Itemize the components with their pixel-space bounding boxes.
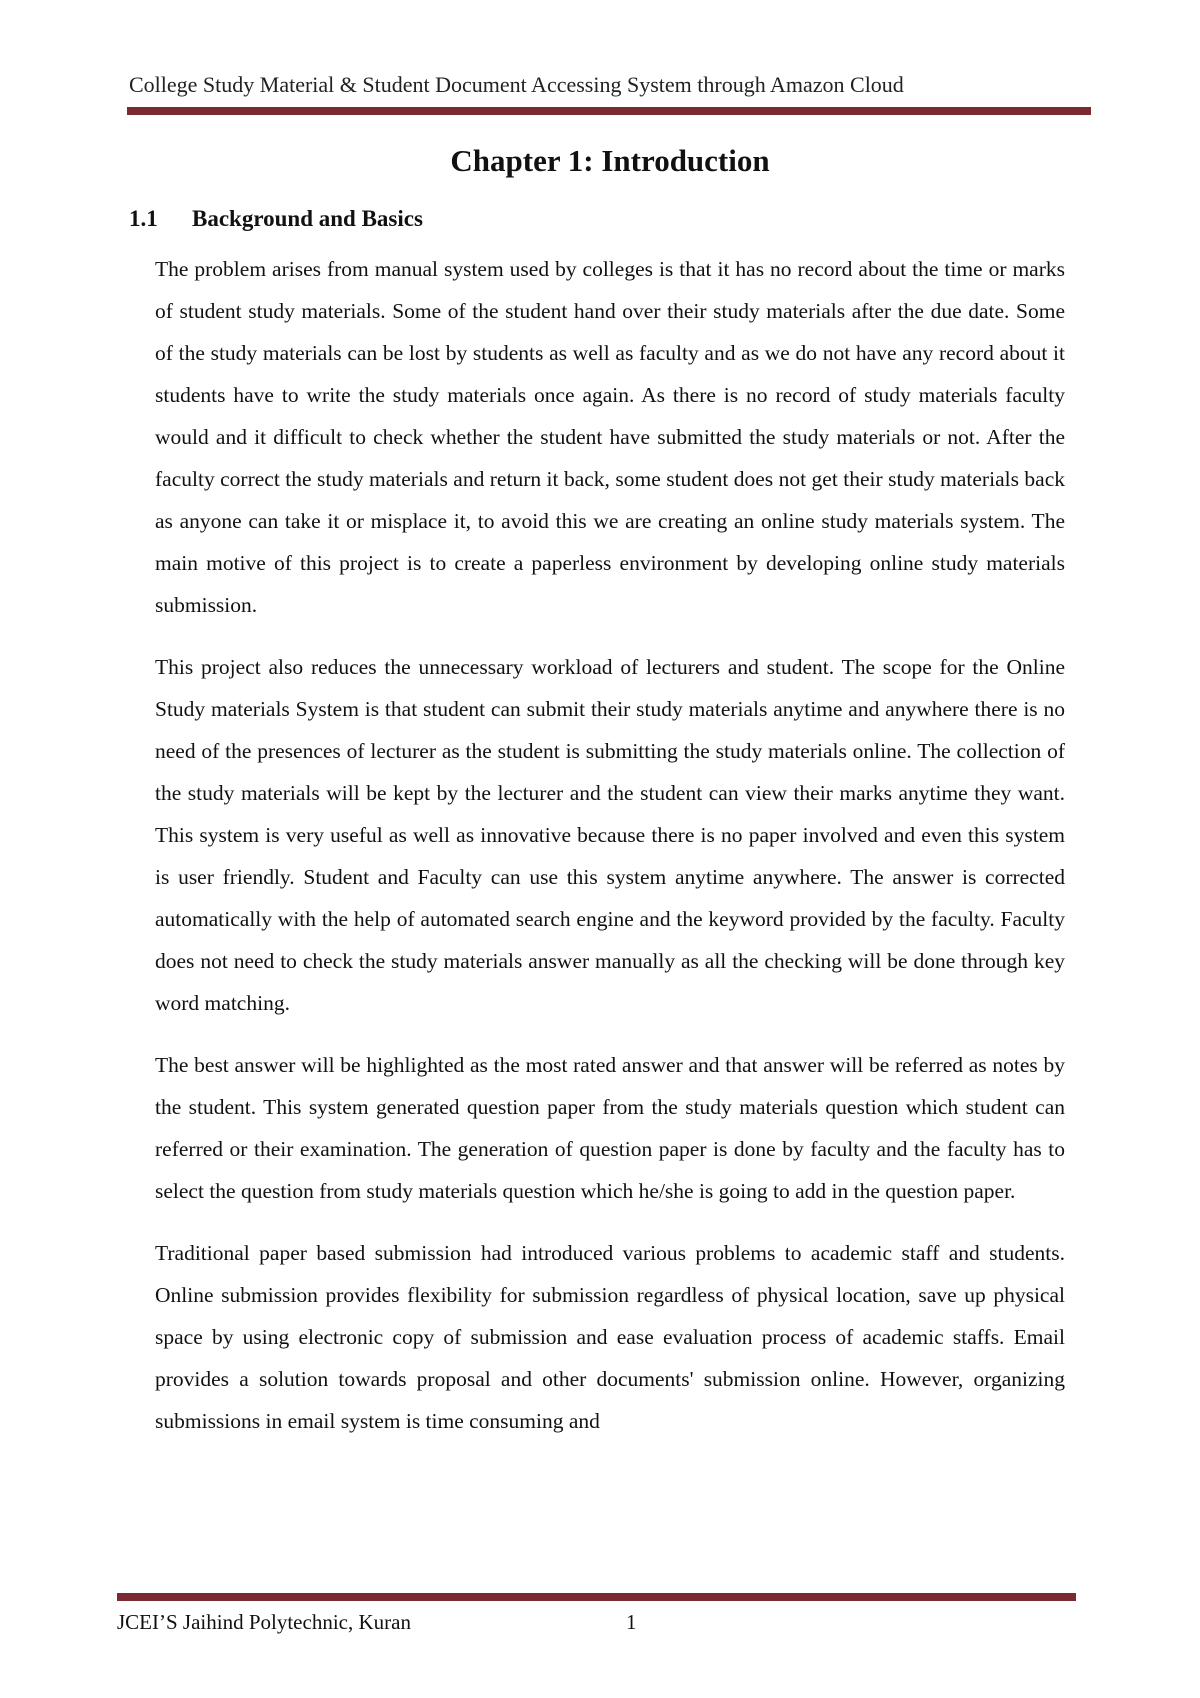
header-divider [127,107,1091,115]
paragraph-2: This project also reduces the unnecessary workload of lecturers and student. The scope for the Online Study materials System is that student can submit their study materials anytime and anywhere there is no need of the presences of lecturer as the student is submitting the study materials online. The collection of the study materials will be kept by the lecturer and the student can view their marks anytime they want. This system is very useful as well as innovative because there is no paper involved and even this system is user friendly. Student and Faculty can use this system anytime anywhere. The answer is corrected automatically with the help of automated search engine and the keyword provided by the faculty. Faculty does not need to check the study materials answer manually as all the checking will be done through key word matching. [155,655,1065,1015]
section-number: 1.1 [129,206,158,231]
page-number: 1 [626,1610,637,1634]
section-title: Background and Basics [192,206,423,231]
paragraph-3: The best answer will be highlighted as the most rated answer and that answer will be referred as notes by the student. This system generated question paper from the study materials question which student can referred or their examination. The generation of question paper is done by faculty and the faculty has to select the question from study materials question which he/she is going to add in the question paper. [155,1053,1065,1203]
running-header: College Study Material & Student Document Accessing System through Amazon Cloud [129,72,904,97]
paragraph-1: The problem arises from manual system used by colleges is that it has no record about the time or marks of student study materials. Some of the student hand over their study materials after the due date. Some of the study materials can be lost by students as well as faculty and as we do not have any record about it students have to write the study materials once again. As there is no record of study materials faculty would and it difficult to check whether the student have submitted the study materials or not. After the faculty correct the study materials and return it back, some student does not get their study materials back as anyone can take it or misplace it, to avoid this we are creating an online study materials system. The main motive of this project is to create a paperless environment by developing online study materials submission. [155,257,1065,617]
footer-institution: JCEI’S Jaihind Polytechnic, Kuran [117,1610,411,1634]
paragraph-4: Traditional paper based submission had introduced various problems to academic staff and students. Online submission provides flexibility for submission regardless of physical location, save up physical space by using electronic copy of submission and ease evaluation process of academic staffs. Email provides a solution towards proposal and other documents' submission online. However, organizing submissions in email system is time consuming and [155,1241,1065,1433]
body-text [155,248,1065,1462]
footer-divider [117,1593,1076,1601]
section-heading [129,206,423,232]
chapter-title: Chapter 1: Introduction [450,143,770,178]
